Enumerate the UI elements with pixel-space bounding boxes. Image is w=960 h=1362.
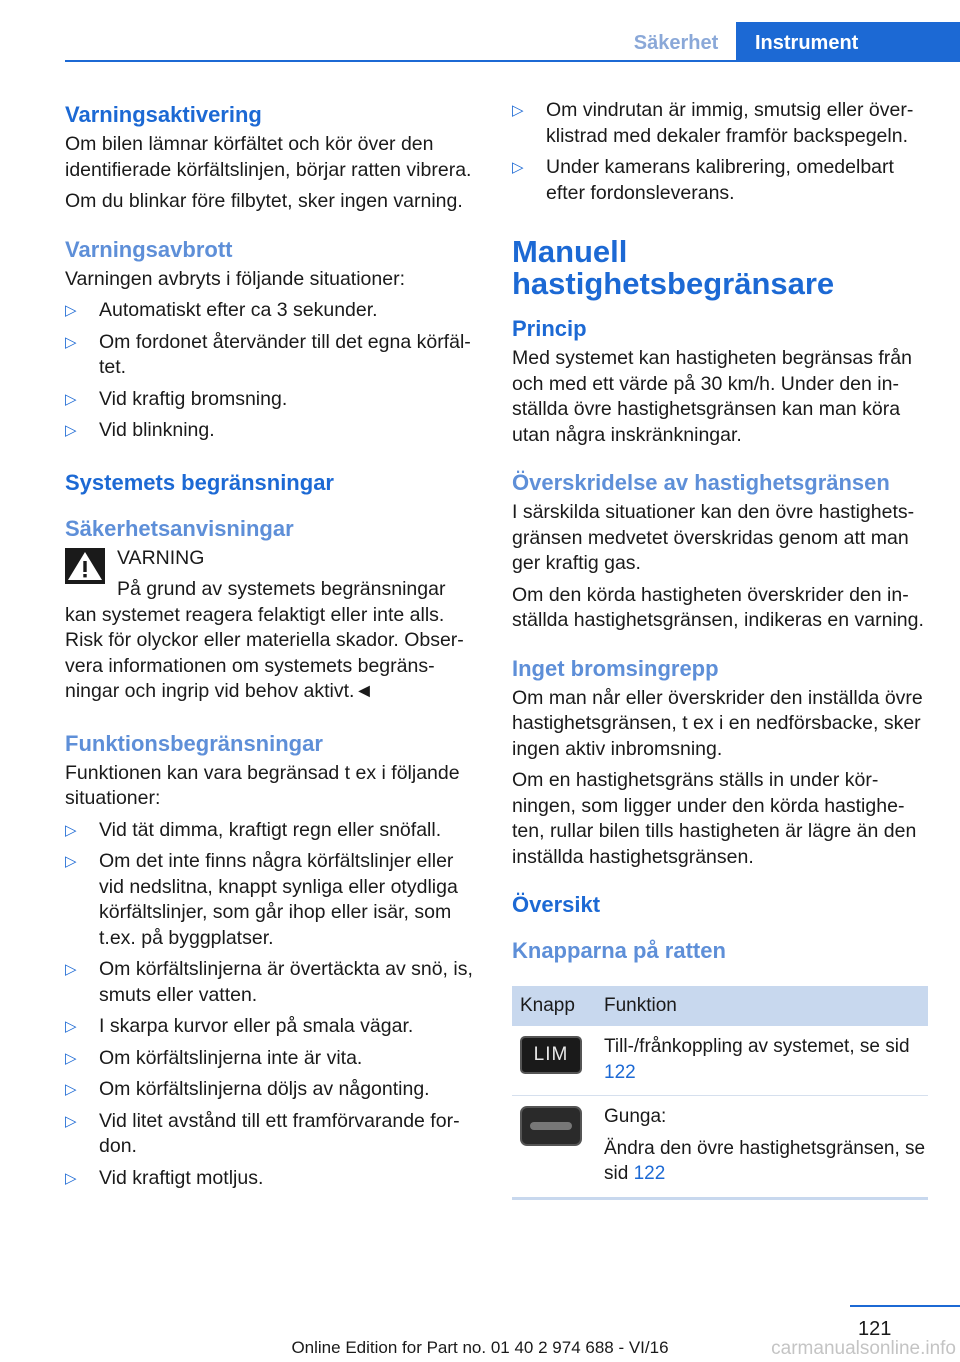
tab-sakerhet[interactable]: Säkerhet bbox=[633, 32, 719, 54]
triangle-bullet-icon: ▷ bbox=[65, 1081, 77, 1098]
triangle-bullet-icon: ▷ bbox=[65, 1049, 77, 1067]
paragraph: Om bilen lämnar körfältet och kör över den identifierade körfältslinjen, börjar ratten vibrera. bbox=[65, 133, 472, 181]
heading-knapparna-pa-ratten: Knapparna på ratten bbox=[512, 938, 726, 963]
bullet-list bbox=[512, 98, 928, 206]
heading-systemets-begransningar: Systemets begränsningar bbox=[65, 469, 334, 495]
triangle-bullet-icon: ▷ bbox=[65, 333, 77, 351]
page-link[interactable]: 122 bbox=[633, 1163, 666, 1184]
list-item: ▷ I skarpa kurvor eller på smala vägar. bbox=[65, 1014, 481, 1040]
paragraph: Med systemet kan hastigheten begränsas från och med ett värde på 30 km/h. Under den inställda övre hastighetsgränsen kan man köra utan några inskränkningar. bbox=[512, 347, 912, 446]
triangle-bullet-icon: ▷ bbox=[65, 1018, 77, 1035]
list-item: ▷ Om fordonet återvänder till det egna körfältet. bbox=[65, 330, 471, 378]
list-item: ▷ Vid kraftig bromsning. bbox=[65, 387, 481, 413]
triangle-bullet-icon: ▷ bbox=[65, 821, 77, 839]
triangle-bullet-icon: ▷ bbox=[65, 1112, 77, 1130]
heading-oversikt: Översikt bbox=[512, 892, 601, 917]
triangle-bullet-icon: ▷ bbox=[65, 1169, 77, 1187]
footer-divider bbox=[850, 1305, 960, 1307]
list-item: ▷ Vid tät dimma, kraftigt regn eller snöfall. bbox=[65, 818, 481, 844]
page-number: 121 bbox=[858, 1318, 892, 1340]
column-header-knapp: Knapp bbox=[512, 986, 596, 1026]
table-cell-funktion: Gunga: Ändra den övre hastighetsgränsen, se sid 122 bbox=[596, 1096, 928, 1199]
warning-block bbox=[65, 546, 481, 705]
list-item: ▷ Automatiskt efter ca 3 sekunder. bbox=[65, 298, 481, 324]
paragraph: Funktionen kan vara begränsad t ex i följande situationer: bbox=[65, 761, 460, 809]
lim-button-icon: LIM bbox=[520, 1036, 582, 1074]
heading-overskridelse: Överskridelse av hastighetsgränsen bbox=[512, 470, 890, 495]
triangle-bullet-icon: ▷ bbox=[65, 853, 77, 870]
triangle-bullet-icon: ▷ bbox=[65, 422, 77, 439]
list-item: ▷ Under kamerans kalibrering, omedelbart efter fordonsleverans. bbox=[512, 156, 894, 204]
bullet-list bbox=[65, 818, 481, 1192]
heading-princip: Princip bbox=[512, 316, 587, 341]
paragraph: Varningen avbryts i följande situationer: bbox=[65, 267, 406, 290]
left-column bbox=[65, 98, 481, 1197]
table-cell-funktion: Till-/frånkoppling av systemet, se sid 122 bbox=[596, 1026, 928, 1096]
column-header-funktion: Funktion bbox=[596, 986, 928, 1026]
heading-varningsaktivering: Varningsaktivering bbox=[65, 102, 262, 127]
list-item: ▷ Om vindrutan är immig, smutsig eller överklistrad med dekaler framför backspegeln. bbox=[512, 99, 914, 147]
edition-text: Online Edition for Part no. 01 40 2 974 688 - VI/16 bbox=[291, 1338, 669, 1357]
list-item: ▷ Om körfältslinjerna är övertäckta av snö, is, smuts eller vatten. bbox=[65, 958, 473, 1006]
warning-icon bbox=[65, 548, 105, 584]
header-divider bbox=[65, 60, 960, 62]
buttons-table bbox=[512, 986, 928, 1200]
paragraph: Om en hastighetsgräns ställs in under körningen, som ligger under den körda hastigheten, rullar bilen tills hastigheten är lägre än den inställda hastighetsgränsen. bbox=[512, 769, 917, 868]
triangle-bullet-icon: ▷ bbox=[65, 390, 77, 408]
bullet-list bbox=[65, 298, 481, 444]
triangle-bullet-icon: ▷ bbox=[65, 302, 77, 319]
list-item: ▷ Om körfältslinjerna döljs av någonting. bbox=[65, 1077, 481, 1103]
right-column bbox=[512, 98, 928, 1200]
heading-sakerhetsanvisningar: Säkerhetsanvisningar bbox=[65, 515, 294, 541]
paragraph: Om den körda hastigheten överskrider den inställda hastighetsgränsen, indikeras en varning. bbox=[512, 583, 924, 631]
heading-manuell-hastighetsbegransare: Manuell hastighetsbegränsare bbox=[512, 234, 835, 301]
list-item: ▷ Vid kraftigt motljus. bbox=[65, 1166, 481, 1192]
watermark: carmanualsonline.info bbox=[771, 1338, 956, 1359]
warning-text: På grund av systemets begränsningar kan systemet reagera felaktigt eller inte alls. Risk för olyckor eller materiella skador. Observera informationen om systemets begränsningar och ingrip vid behov aktivt.◄ bbox=[65, 578, 464, 702]
table-header-row bbox=[512, 986, 928, 1026]
table-row bbox=[512, 1096, 928, 1199]
page-link[interactable]: 122 bbox=[604, 1061, 636, 1083]
warning-title: VARNING bbox=[117, 546, 205, 569]
list-item: ▷ Om körfältslinjerna inte är vita. bbox=[65, 1046, 481, 1072]
paragraph: Om man når eller överskrider den inställda övre hastighetsgränsen, t ex i en nedförsbacke, sker ingen aktiv inbromsning. bbox=[512, 686, 923, 760]
rocker-switch-icon bbox=[520, 1106, 582, 1146]
table-row bbox=[512, 1026, 928, 1096]
heading-inget-bromsingrepp: Inget bromsingrepp bbox=[512, 655, 719, 681]
heading-varningsavbrott: Varningsavbrott bbox=[65, 236, 233, 262]
triangle-bullet-icon: ▷ bbox=[512, 159, 524, 176]
list-item: ▷ Vid litet avstånd till ett framförvarande fordon. bbox=[65, 1109, 460, 1157]
list-item: ▷ Om det inte finns några körfältslinjer eller vid nedslitna, knappt synliga eller otydliga körfältslinjer, som går ihop eller isär, som t.ex. på byggplatser. bbox=[65, 850, 458, 949]
heading-funktionsbegransningar: Funktionsbegränsningar bbox=[65, 730, 323, 756]
list-item: ▷ Vid blinkning. bbox=[65, 418, 481, 444]
paragraph: Om du blinkar före filbytet, sker ingen varning. bbox=[65, 190, 463, 212]
triangle-bullet-icon: ▷ bbox=[65, 961, 77, 978]
paragraph: I särskilda situationer kan den övre hastighetsgränsen medvetet överskridas genom att man ger kraftig gas. bbox=[512, 501, 915, 574]
tab-instrument[interactable]: Instrument bbox=[736, 22, 960, 62]
triangle-bullet-icon: ▷ bbox=[512, 102, 524, 119]
